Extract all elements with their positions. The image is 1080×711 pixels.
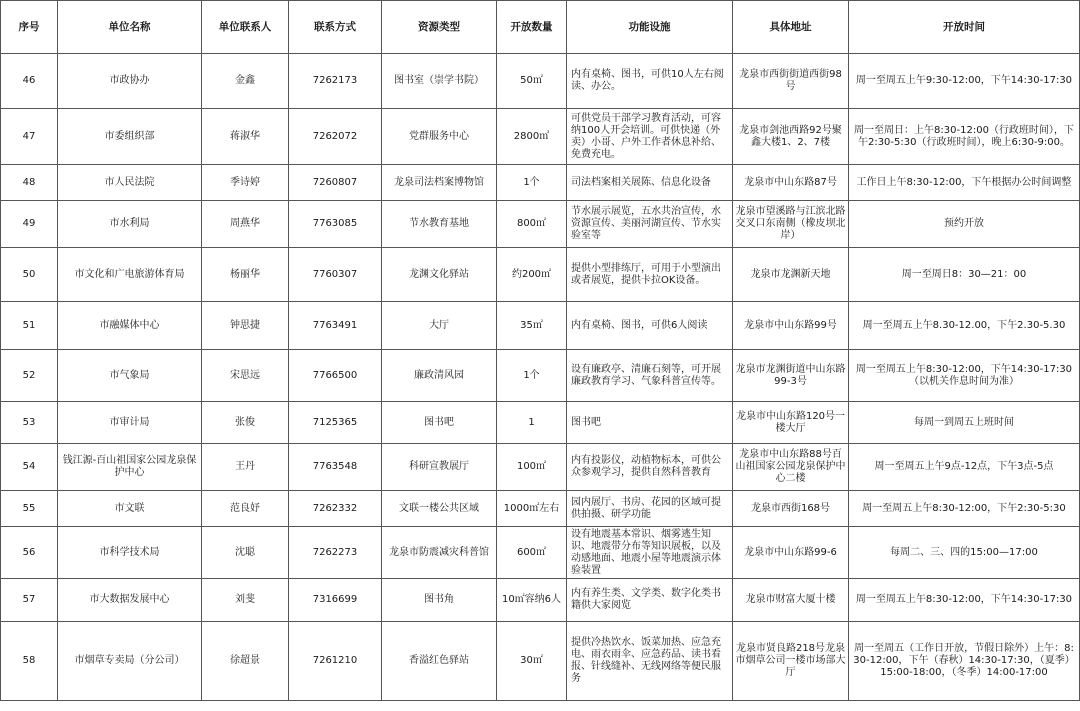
address: 龙泉市财富大厦十楼 xyxy=(733,579,849,622)
contact-person: 张俊 xyxy=(202,402,289,444)
open-quantity: 1个 xyxy=(497,165,567,201)
open-quantity: 50㎡ xyxy=(497,54,567,109)
table-row xyxy=(1,350,1080,402)
resource-type: 龙泉司法档案博物馆 xyxy=(382,165,497,201)
row-index: 46 xyxy=(1,54,58,109)
resource-type: 龙泉市防震减灾科普馆 xyxy=(382,527,497,579)
facilities: 可供党员干部学习教育活动，可容纳100人开会培训。可供快递（外卖）小哥、户外工作者休息补给、免费充电。 xyxy=(567,109,733,165)
header-row xyxy=(1,1,1080,54)
contact-person: 金鑫 xyxy=(202,54,289,109)
open-quantity: 1 xyxy=(497,402,567,444)
facilities: 内有投影仪，动植物标本，可供公众参观学习，提供自然科普教育 xyxy=(567,444,733,491)
open-quantity: 2800㎡ xyxy=(497,109,567,165)
header-resource-type: 资源类型 xyxy=(382,1,497,54)
table-row xyxy=(1,491,1080,527)
table-row xyxy=(1,622,1080,701)
unit-name: 市人民法院 xyxy=(58,165,202,201)
row-index: 58 xyxy=(1,622,58,701)
resource-type: 党群服务中心 xyxy=(382,109,497,165)
contact-person: 刘斐 xyxy=(202,579,289,622)
header-facilities: 功能设施 xyxy=(567,1,733,54)
facilities: 内有桌椅、图书，可供10人左右阅读、办公。 xyxy=(567,54,733,109)
facilities: 提供冷热饮水、饭菜加热、应急充电、雨衣雨伞、应急药品、读书看报、针线缝补、无线网络等便民服务 xyxy=(567,622,733,701)
phone: 7763085 xyxy=(289,201,382,248)
address: 龙泉市中山东路88号百山祖国家公园龙泉保护中心二楼 xyxy=(733,444,849,491)
resource-type: 科研宣教展厅 xyxy=(382,444,497,491)
open-time: 周一至周五上午8:30-12:00，下午14:30-17:30 xyxy=(849,579,1080,622)
facilities: 设有廉政亭、清廉石刻等，可开展廉政教育学习、气象科普宣传等。 xyxy=(567,350,733,402)
open-quantity: 约200㎡ xyxy=(497,248,567,302)
header-unit-name: 单位名称 xyxy=(58,1,202,54)
open-time: 周一至周五（工作日开放，节假日除外）上午：8:30-12:00，下午（春秋）14:30-17:30，（夏季）15:00-18:00，（冬季）14:00-17:00 xyxy=(849,622,1080,701)
resource-type: 大厅 xyxy=(382,302,497,350)
header-open-time: 开放时间 xyxy=(849,1,1080,54)
open-time: 周一至周五上午9点-12点，下午3点-5点 xyxy=(849,444,1080,491)
contact-person: 蒋淑华 xyxy=(202,109,289,165)
address: 龙泉市剑池西路92号聚鑫大楼1、2、7楼 xyxy=(733,109,849,165)
open-time: 每周一到周五上班时间 xyxy=(849,402,1080,444)
table-row xyxy=(1,54,1080,109)
open-time: 周一至周五上午9:30-12:00，下午14:30-17:30 xyxy=(849,54,1080,109)
phone: 7262072 xyxy=(289,109,382,165)
phone: 7260807 xyxy=(289,165,382,201)
unit-name: 市融媒体中心 xyxy=(58,302,202,350)
table-row xyxy=(1,527,1080,579)
contact-person: 范良妤 xyxy=(202,491,289,527)
unit-name: 市文化和广电旅游体育局 xyxy=(58,248,202,302)
address: 龙泉市中山东路99-6 xyxy=(733,527,849,579)
unit-name: 市大数据发展中心 xyxy=(58,579,202,622)
unit-name: 市文联 xyxy=(58,491,202,527)
open-time: 工作日上午8:30-12:00，下午根据办公时间调整 xyxy=(849,165,1080,201)
unit-name: 钱江源-百山祖国家公园龙泉保护中心 xyxy=(58,444,202,491)
open-quantity: 600㎡ xyxy=(497,527,567,579)
unit-name: 市审计局 xyxy=(58,402,202,444)
table-row xyxy=(1,201,1080,248)
resource-type: 图书角 xyxy=(382,579,497,622)
unit-name: 市科学技术局 xyxy=(58,527,202,579)
address: 龙泉市中山东路99号 xyxy=(733,302,849,350)
contact-person: 徐超景 xyxy=(202,622,289,701)
table-row xyxy=(1,109,1080,165)
address: 龙泉市望溪路与江滨北路交叉口东南侧（橡皮坝北岸） xyxy=(733,201,849,248)
unit-name: 市委组织部 xyxy=(58,109,202,165)
contact-person: 季诗婷 xyxy=(202,165,289,201)
phone: 7316699 xyxy=(289,579,382,622)
open-quantity: 35㎡ xyxy=(497,302,567,350)
header-index: 序号 xyxy=(1,1,58,54)
open-time: 周一至周日：上午8:30-12:00（行政班时间），下午2:30-5:30（行政班时间），晚上6:30-9:00。 xyxy=(849,109,1080,165)
facilities: 节水展示展览，五水共治宣传，水资源宣传、美丽河湖宣传、节水实验室等 xyxy=(567,201,733,248)
contact-person: 王丹 xyxy=(202,444,289,491)
resource-type: 香溢红色驿站 xyxy=(382,622,497,701)
row-index: 51 xyxy=(1,302,58,350)
open-time: 每周二、三、四的15:00—17:00 xyxy=(849,527,1080,579)
row-index: 48 xyxy=(1,165,58,201)
table-row xyxy=(1,248,1080,302)
phone: 7760307 xyxy=(289,248,382,302)
phone: 7125365 xyxy=(289,402,382,444)
row-index: 55 xyxy=(1,491,58,527)
header-phone: 联系方式 xyxy=(289,1,382,54)
contact-person: 周燕华 xyxy=(202,201,289,248)
row-index: 47 xyxy=(1,109,58,165)
open-time: 周一至周日8：30—21：00 xyxy=(849,248,1080,302)
open-time: 预约开放 xyxy=(849,201,1080,248)
facilities: 内有养生类、文学类、数字化类书籍供大家阅览 xyxy=(567,579,733,622)
open-quantity: 10㎡容纳6人 xyxy=(497,579,567,622)
resource-type: 龙渊文化驿站 xyxy=(382,248,497,302)
open-quantity: 800㎡ xyxy=(497,201,567,248)
header-address: 具体地址 xyxy=(733,1,849,54)
row-index: 50 xyxy=(1,248,58,302)
facilities: 设有地震基本常识、烟雾逃生知识、地震带分布等知识展板，以及动感地面、地震小屋等地震演示体验装置 xyxy=(567,527,733,579)
unit-name: 市烟草专卖局（分公司） xyxy=(58,622,202,701)
facilities: 园内展厅、书房、花园的区域可提供拍摄、研学功能 xyxy=(567,491,733,527)
contact-person: 沈聪 xyxy=(202,527,289,579)
phone: 7763548 xyxy=(289,444,382,491)
contact-person: 杨丽华 xyxy=(202,248,289,302)
header-contact-person: 单位联系人 xyxy=(202,1,289,54)
row-index: 54 xyxy=(1,444,58,491)
table-row xyxy=(1,579,1080,622)
address: 龙泉市西街街道西街98号 xyxy=(733,54,849,109)
unit-name: 市水利局 xyxy=(58,201,202,248)
facilities: 图书吧 xyxy=(567,402,733,444)
contact-person: 钟思捷 xyxy=(202,302,289,350)
facilities: 提供小型排练厅，可用于小型演出或者展览，提供卡拉OK设备。 xyxy=(567,248,733,302)
open-quantity: 1个 xyxy=(497,350,567,402)
open-time: 周一至周五上午8.30-12.00，下午2.30-5.30 xyxy=(849,302,1080,350)
address: 龙泉市龙渊新天地 xyxy=(733,248,849,302)
header-open-quantity: 开放数量 xyxy=(497,1,567,54)
phone: 7763491 xyxy=(289,302,382,350)
table-row xyxy=(1,444,1080,491)
resource-type: 图书室（崇学书院） xyxy=(382,54,497,109)
phone: 7766500 xyxy=(289,350,382,402)
phone: 7262173 xyxy=(289,54,382,109)
resource-type: 节水教育基地 xyxy=(382,201,497,248)
address: 龙泉市西街168号 xyxy=(733,491,849,527)
phone: 7261210 xyxy=(289,622,382,701)
resource-type: 廉政清风园 xyxy=(382,350,497,402)
resource-type: 文联一楼公共区域 xyxy=(382,491,497,527)
open-quantity: 30㎡ xyxy=(497,622,567,701)
open-quantity: 100㎡ xyxy=(497,444,567,491)
row-index: 57 xyxy=(1,579,58,622)
address: 龙泉市龙渊街道中山东路99-3号 xyxy=(733,350,849,402)
table-row xyxy=(1,402,1080,444)
address: 龙泉市贤良路218号龙泉市烟草公司一楼市场部大厅 xyxy=(733,622,849,701)
table-row xyxy=(1,302,1080,350)
contact-person: 宋思远 xyxy=(202,350,289,402)
open-quantity: 1000㎡左右 xyxy=(497,491,567,527)
table-row xyxy=(1,165,1080,201)
row-index: 49 xyxy=(1,201,58,248)
facilities: 内有桌椅、图书，可供6人阅读 xyxy=(567,302,733,350)
row-index: 52 xyxy=(1,350,58,402)
open-time: 周一至周五上午8:30-12:00，下午2:30-5:30 xyxy=(849,491,1080,527)
phone: 7262332 xyxy=(289,491,382,527)
facilities: 司法档案相关展陈、信息化设备 xyxy=(567,165,733,201)
unit-name: 市气象局 xyxy=(58,350,202,402)
open-time: 周一至周五上午8:30-12:00，下午14:30-17:30（以机关作息时间为准） xyxy=(849,350,1080,402)
row-index: 56 xyxy=(1,527,58,579)
address: 龙泉市中山东路120号一楼大厅 xyxy=(733,402,849,444)
unit-name: 市政协办 xyxy=(58,54,202,109)
address: 龙泉市中山东路87号 xyxy=(733,165,849,201)
phone: 7262273 xyxy=(289,527,382,579)
row-index: 53 xyxy=(1,402,58,444)
resource-type: 图书吧 xyxy=(382,402,497,444)
